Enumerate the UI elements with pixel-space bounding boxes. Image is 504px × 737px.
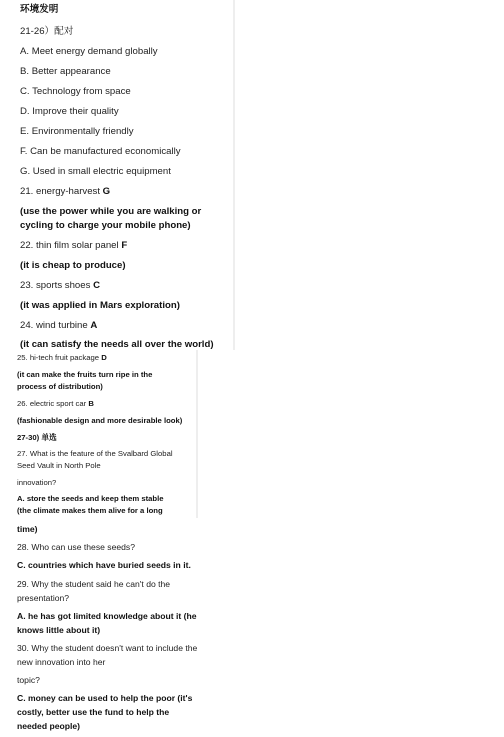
answer-29-line1: A. he has got limited knowledge about it (he bbox=[17, 611, 197, 621]
option-g: G. Used in small electric equipment bbox=[20, 166, 171, 177]
answer-27-line1: A. store the seeds and keep them stable bbox=[17, 494, 164, 503]
answer-30-line1: C. money can be used to help the poor (it's bbox=[17, 693, 193, 703]
option-b: B. Better appearance bbox=[20, 66, 111, 77]
question-30-line3: topic? bbox=[17, 675, 40, 685]
option-d: D. Improve their quality bbox=[20, 106, 119, 117]
question-30-line2: new innovation into her bbox=[17, 657, 106, 667]
question-21-text: 21. energy-harvest bbox=[20, 186, 100, 197]
answer-23: C bbox=[93, 280, 101, 291]
choice-section-block bbox=[0, 518, 240, 737]
heading: 环境发明 bbox=[20, 4, 59, 15]
answer-30-line2: costly, better use the fund to help the bbox=[17, 707, 170, 717]
question-26-text: 26. electric sport car bbox=[17, 399, 87, 408]
answer-21: G bbox=[102, 186, 111, 197]
note-23: (it was applied in Mars exploration) bbox=[20, 300, 180, 311]
section-match-label: 21-26）配对 bbox=[20, 26, 74, 37]
note-24: (it can satisfy the needs all over the world) bbox=[20, 339, 214, 350]
note-21-line1: (use the power while you are walking or bbox=[20, 206, 202, 217]
question-21 bbox=[20, 187, 110, 197]
answer-22: F bbox=[121, 240, 128, 251]
question-24 bbox=[20, 321, 97, 331]
question-26 bbox=[17, 400, 94, 408]
question-29-line2: presentation? bbox=[17, 593, 70, 603]
note-22: (it is cheap to produce) bbox=[20, 260, 126, 271]
option-a: A. Meet energy demand globally bbox=[20, 46, 158, 57]
matching-section-block bbox=[0, 0, 235, 350]
option-e: E. Environmentally friendly bbox=[20, 126, 134, 137]
note-21-line2: cycling to charge your mobile phone) bbox=[20, 220, 191, 231]
question-28: 28. Who can use these seeds? bbox=[17, 542, 136, 552]
continued-section-block bbox=[0, 350, 198, 518]
question-25 bbox=[17, 354, 107, 362]
answer-27-line2: (the climate makes them alive for a long bbox=[17, 506, 163, 515]
answer-29-line2: knows little about it) bbox=[17, 625, 101, 635]
question-30-line1: 30. Why the student doesn't want to include the bbox=[17, 643, 198, 653]
question-22-text: 22. thin film solar panel bbox=[20, 240, 119, 251]
section-choice-label: 27-30) 单选 bbox=[17, 433, 57, 442]
question-27-line3: innovation? bbox=[17, 478, 57, 487]
answer-27-line3: time) bbox=[17, 524, 38, 534]
question-23-text: 23. sports shoes bbox=[20, 280, 91, 291]
question-27-line2: Seed Vault in North Pole bbox=[17, 461, 101, 470]
note-26: (fashionable design and more desirable look) bbox=[17, 416, 183, 425]
question-27-line1: 27. What is the feature of the Svalbard Global bbox=[17, 449, 173, 458]
note-25-line2: process of distribution) bbox=[17, 382, 103, 391]
question-29-line1: 29. Why the student said he can't do the bbox=[17, 579, 171, 589]
answer-24: A bbox=[90, 320, 98, 331]
note-25-line1: (it can make the fruits turn ripe in the bbox=[17, 370, 153, 379]
answer-28: C. countries which have buried seeds in it. bbox=[17, 560, 191, 570]
question-24-text: 24. wind turbine bbox=[20, 320, 88, 331]
answer-25: D bbox=[101, 353, 107, 362]
answer-30-line3: needed people) bbox=[17, 721, 81, 731]
question-22 bbox=[20, 241, 127, 251]
option-c: C. Technology from space bbox=[20, 86, 131, 97]
question-25-text: 25. hi-tech fruit package bbox=[17, 353, 100, 362]
question-23 bbox=[20, 281, 100, 291]
answer-26: B bbox=[88, 399, 94, 408]
option-f: F. Can be manufactured economically bbox=[20, 146, 181, 157]
